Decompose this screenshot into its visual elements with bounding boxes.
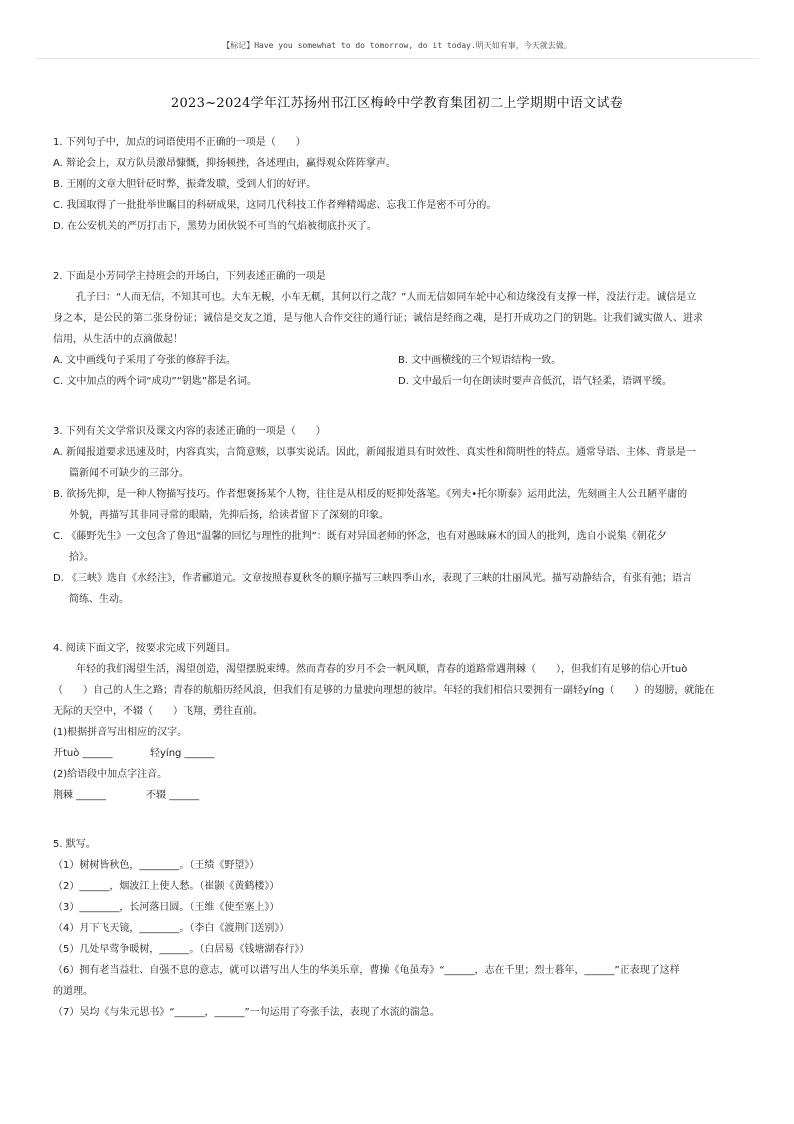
q2-passage-line1: 孔子曰：“人而无信，不知其可也。大车无輗，小车无軏，其何以行之哉？”人而无信如同车轮中心和边缘没有支撑一样，没法行走。诚信是立 <box>76 292 697 303</box>
q4-sub2-blank-jingji: 荆棘 ______ <box>53 790 107 801</box>
q3-option-b-line1: B. 欲扬先抑，是一种人物描写技巧。作者想褒扬某个人物，往往是从相反的贬抑处落笔。《列夫•托尔斯泰》运用此法，先刻画主人公丑陋平庸的 <box>53 489 688 500</box>
q3-option-a-line1: A. 新闻报道要求迅速及时，内容真实，言简意赅，以事实说话。因此，新闻报道具有时效性、真实性和简明性的特点。通常导语、主体、背景是一 <box>53 447 697 458</box>
q5-item-6-line2: 的道理。 <box>53 986 93 997</box>
q2-option-a: A. 文中画线句子采用了夸张的修辞手法。 <box>53 355 237 366</box>
q4-sub1-blank-tuo: 开tuò ______ <box>53 748 113 759</box>
header-motto: 【标记】Have you somewhat to do tomorrow, do it today.明天如有事，今天就去做。 <box>222 41 572 50</box>
q2-option-c: C. 文中加点的两个词“成功”“钥匙”都是名词。 <box>53 376 258 387</box>
q2-option-b: B. 文中画横线的三个短语结构一致。 <box>398 355 562 366</box>
q1-option-a: A. 辩论会上，双方队员激昂慷慨，抑扬顿挫，各述理由，赢得观众阵阵掌声。 <box>53 158 397 169</box>
q1-option-d: D. 在公安机关的严厉打击下，黑势力团伙锐不可当的气焰被彻底扑灭了。 <box>53 221 378 232</box>
q4-passage-line1: 年轻的我们渴望生活，渴望创造，渴望摆脱束缚。然而青春的岁月不会一帆风顺，青春的道路常遇荆棘（ ），但我们有足够的信心开tuò <box>76 664 688 675</box>
q4-sub2-prompt: (2)给语段中加点字注音。 <box>53 769 168 780</box>
q5-item-1: （1）树树皆秋色，________。（王绩《野望》） <box>53 860 260 871</box>
q5-stem: 5. 默写。 <box>53 839 96 850</box>
q5-item-3: （3）________，长河落日圆。（王维《使至塞上》） <box>53 902 280 913</box>
q4-sub1-prompt: (1)根据拼音写出相应的汉字。 <box>53 727 188 738</box>
q4-stem: 4. 阅读下面文字，按要求完成下列题目。 <box>53 643 236 654</box>
q1-option-b: B. 王刚的文章大胆针砭时弊，振聋发聩，受到人们的好评。 <box>53 179 317 190</box>
q5-item-6-line1: （6）拥有老当益壮、自强不息的意志，就可以谱写出人生的华美乐章，曹操《龟虽寿》“______，志在千里；烈士暮年，______”正表现了这样 <box>53 965 680 976</box>
q3-option-c-line2: 拾》。 <box>69 552 94 563</box>
q5-item-7: （7）吴均《与朱元思书》“______，______”一句运用了夸张手法，表现了水流的湍急。 <box>53 1007 440 1018</box>
q3-option-d-line2: 简练、生动。 <box>69 594 129 605</box>
q4-passage-line2: （ ）自己的人生之路；青春的航船历经风浪，但我们有足够的力量驶向理想的彼岸。年轻的我们相信只要拥有一副轻yíng（ ）的翅膀，就能在 <box>53 685 715 696</box>
q3-option-a-line2: 篇新闻不可缺少的三部分。 <box>69 468 189 479</box>
q3-option-c-line1: C. 《藤野先生》一文包含了鲁迅“温馨的回忆与理性的批判”：既有对异国老师的怀念，也有对愚昧麻木的国人的批判，选自小说集《朝花夕 <box>53 531 667 542</box>
doc-title: 2023~2024学年江苏扬州邗江区梅岭中学教育集团初二上学期期中语文试卷 <box>170 96 624 111</box>
q2-passage-line3: 信用，从生活中的点滴做起！ <box>53 334 183 345</box>
header-divider <box>36 58 758 59</box>
q1-option-c: C. 我国取得了一批批举世瞩目的科研成果，这同几代科技工作者殚精竭虑、忘我工作是密不可分的。 <box>53 200 497 211</box>
q2-option-d: D. 文中最后一句在朗读时要声音低沉，语气轻柔，语调平缓。 <box>398 376 673 387</box>
q3-option-b-line2: 外貌，再描写其非同寻常的眼睛，先抑后扬，给读者留下了深刻的印象。 <box>69 510 389 521</box>
q5-item-2: （2）______，烟波江上使人愁。（崔颢《黄鹤楼》） <box>53 881 280 892</box>
q5-item-5: （5）几处早莺争暖树，______。（白居易《钱塘湖春行》） <box>53 944 310 955</box>
q2-passage-line2: 身之本，是公民的第二张身份证；诚信是交友之道，是与他人合作交往的通行证；诚信是经商之魂，是打开成功之门的钥匙。让我们诚实做人、进求 <box>53 313 703 324</box>
q5-item-4: （4）月下飞天镜，________。（李白《渡荆门送别》） <box>53 923 290 934</box>
q4-sub1-blank-ying: 轻yíng ______ <box>150 748 215 759</box>
q3-stem: 3. 下列有关文学常识及课文内容的表述正确的一项是（ ） <box>53 426 326 437</box>
q1-stem: 1. 下列句子中，加点的词语使用不正确的一项是（ ） <box>53 137 306 148</box>
q3-option-d-line1: D. 《三峡》选自《水经注》，作者郦道元。文章按照春夏秋冬的顺序描写三峡四季山水，表现了三峡的壮丽风光。描写动静结合，有张有弛；语言 <box>53 573 693 584</box>
q4-sub2-blank-buchuo: 不辍 ______ <box>146 790 200 801</box>
q4-passage-line3: 无际的天空中，不辍（ ）飞翔，勇往直前。 <box>53 706 263 717</box>
q2-stem: 2. 下面是小芳同学主持班会的开场白，下列表述正确的一项是 <box>53 271 326 282</box>
